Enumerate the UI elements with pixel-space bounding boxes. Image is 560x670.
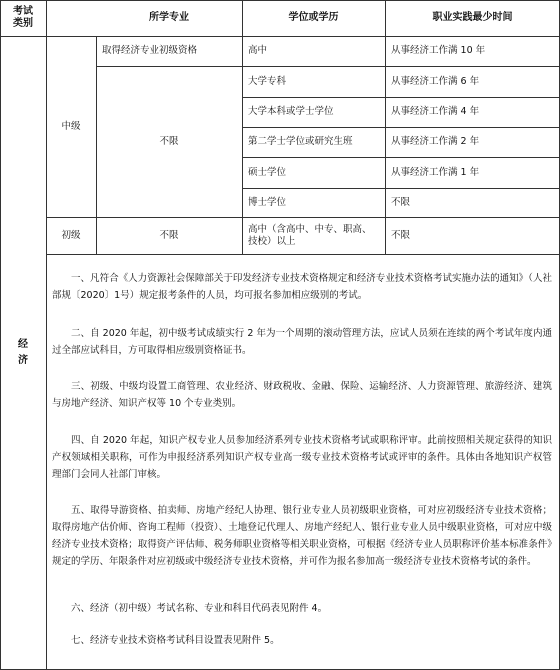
- note-3: 三、初级、中级均设置工商管理、农业经济、财政税收、金融、保险、运输经济、人力资源管理、旅游经济、建筑与房地产经济、知识产权等 10 个专业类别。: [52, 381, 552, 409]
- intermediate-experience: 从事经济工作满 2 年: [391, 136, 480, 147]
- note-6: 六、经济（初中级）考试名称、专业和科目代码表见附件 4。: [71, 603, 328, 614]
- intermediate-degree: 大学专科: [248, 75, 287, 87]
- note-7: 七、经济专业技术资格考试科目设置表见附件 5。: [71, 635, 280, 646]
- header-experience: 职业实践最少时间: [432, 12, 513, 23]
- intermediate-major-unlimited: 不限: [159, 135, 179, 147]
- intermediate-degree: 博士学位: [248, 196, 287, 208]
- note-2: 二、自 2020 年起，初中级考试成绩实行 2 年为一个周期的滚动管理方法，应试人员须在连续的两个考试年度内通过全部应试科目，方可取得相应级别资格证书。: [52, 328, 552, 356]
- note-4: 四、自 2020 年起，知识产权专业人员参加经济系列专业技术资格考试或职称评审。此前按照相关规定获得的知识产权领域相关职称，可作为申报经济系列知识产权专业高一级专业技术资格考试或评审的条件。具体由各地知识产权管理部门会同人社部门审核。: [52, 435, 552, 480]
- intermediate-experience: 从事经济工作满 6 年: [391, 75, 480, 87]
- header-category: 考试 类别: [13, 6, 33, 29]
- header-degree: 学位或学历: [288, 12, 339, 23]
- header-major: 所学专业: [149, 12, 189, 23]
- category-economics: 经 济: [18, 338, 28, 366]
- intermediate-experience: 从事经济工作满 1 年: [391, 166, 480, 178]
- note-1: 一、凡符合《人力资源社会保障部关于印发经济专业技术资格规定和经济专业技术资格考试实施办法的通知》（人社部规〔2020〕1号）规定报考条件的人员，均可报名参加相应级别的考试。: [52, 273, 552, 301]
- junior-experience: 不限: [391, 229, 411, 241]
- level-junior: 初级: [61, 229, 81, 241]
- intermediate-row1-major: 取得经济专业初级资格: [102, 45, 198, 56]
- junior-major: 不限: [159, 229, 179, 241]
- intermediate-experience: 不限: [391, 196, 411, 208]
- intermediate-experience: 从事经济工作满 4 年: [391, 106, 480, 117]
- note-5: 五、取得导游资格、拍卖师、房地产经纪人协理、银行业专业人员初级职业资格，可对应初级经济专业技术资格；取得房地产估价师、咨询工程师（投资）、土地登记代理人、房地产经纪人、银行业专业人员中级职业资格，可对应中级经济专业技术资格；取得资产评估师、税务师职业资格等相关职业资格，可根据《经济专业人员职称评价基本标准条件》规定的学历、年限条件对应初级或中级经济专业技术资格，并可作为报名参加高一级经济专业技术资格考试的条件。: [52, 505, 552, 567]
- intermediate-degree: 硕士学位: [248, 166, 287, 178]
- intermediate-row1-experience: 从事经济工作满 10 年: [391, 45, 486, 56]
- intermediate-row1-degree: 高中: [248, 45, 268, 56]
- intermediate-degree: 第二学士学位或研究生班: [248, 136, 353, 147]
- intermediate-degree: 大学本科或学士学位: [248, 106, 334, 117]
- junior-degree: 高中（含高中、中专、职高、技校）以上: [248, 223, 372, 247]
- level-intermediate: 中级: [61, 120, 81, 132]
